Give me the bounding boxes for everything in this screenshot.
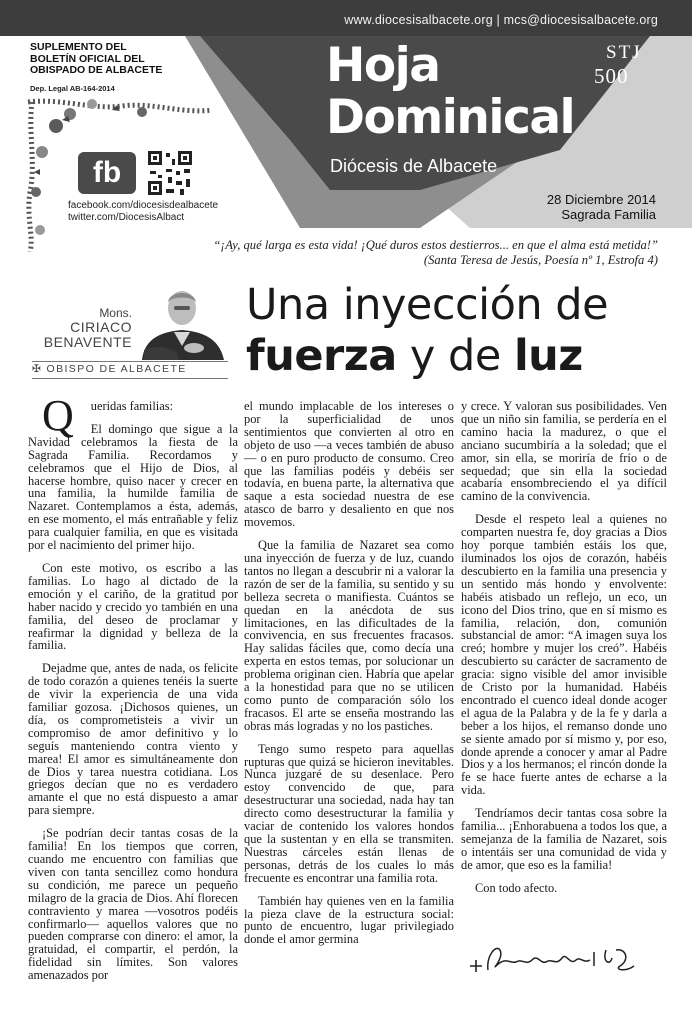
bishop-photo — [138, 284, 226, 360]
author-prefix: Mons. — [99, 306, 132, 320]
quote-source: (Santa Teresa de Jesús, Poesía nº 1, Estrofa 4) — [423, 253, 658, 267]
signature-icon — [466, 936, 642, 980]
facebook-twitter-icon[interactable]: fb — [78, 152, 136, 194]
contact-links[interactable]: www.diocesisalbacete.org | mcs@diocesisalbacete.org — [344, 13, 658, 27]
author-divider-bottom — [32, 378, 228, 379]
author-role: ✠ OBISPO DE ALBACETE — [32, 363, 187, 375]
headline-line1: Una inyección de — [246, 280, 609, 330]
social-links — [68, 200, 218, 223]
article-paragraph: Desde el respeto leal a quienes no comparten nuestra fe, doy gracias a Dios hoy porque también estáis los que, iluminados los ojos de corazón, habéis descubierto en la familia una presencia y un sentido más hondo y envolvente: habéis atisbado un reflejo, un eco, un icono del Dios trino, que en sí mismo es familia, relación, don, comunión substancial de amor: “A imagen suya los creó; hombre y mujer los creó”. Habéis descubierto su carácter de sacramento de gracia: signo visible del amor invisible de Cristo por la humanidad. Habéis encontrado el cuenco ideal donde acoger el agua de la Palabra y de la fe y darla a beber a los hijos, el remanso donde uno se siente amado por sí mismo y, por eso, donde aprende a conocer y amar al Padre Dios y a los hermanos; el rincón donde la fe se hace fuerte antes de echarse a la vida. — [461, 512, 667, 798]
salutation-text: ueridas familias: — [90, 399, 174, 413]
article-paragraph: Con este motivo, os escribo a las familias. Lo hago al dictado de la emoción y el cariño, de la gratitud por haber nacido y crecido yo también en una familia, del deseo de proclamar y reafirmar la dignidad y belleza de la familia. — [28, 560, 238, 653]
article-salutation — [28, 391, 238, 440]
article-paragraph: el mundo implacable de los intereses o por la superficialidad de unos sentimientos que convierten al otro en objeto de uso —a veces también de abuso— o en puro producto de consumo. Creo que las familias podéis y debéis ser todavía, en buena parte, la alternativa que saque a esta sociedad nuestra de ese atasco de barro y desaliento en que nos movemos. — [244, 399, 454, 530]
masthead-title: Hoja — [326, 38, 440, 93]
qr-code-icon[interactable] — [146, 149, 194, 197]
article-paragraph: ¡Se podrían decir tantas cosas de la familia! En los tiempos que corren, cuando me encuentro con familias que viven con tanta sencillez como hondura su condición, me parece un pequeño milagro de la gracia de Dios. Ahí florecen contraviento y marea —vosotros podéis confirmarlo— aquellos valores que no pueden comprarse con dinero: el amor, la gratuidad, el compartir, el perdón, la fidelidad sin límites. Son valores amenazados por — [28, 826, 238, 983]
author-last-name: BENAVENTE — [43, 334, 132, 350]
issue-date — [547, 192, 656, 222]
epigraph-quote — [213, 238, 658, 268]
article-column-2 — [244, 400, 454, 956]
headline-line2 — [246, 330, 608, 382]
facebook-link[interactable]: facebook.com/diocesisdealbacete — [68, 200, 219, 211]
stj-500-logo — [592, 42, 662, 94]
author-divider-top — [32, 361, 228, 362]
headline-word-luz: luz — [513, 331, 583, 381]
stj-logo-letters: STJ — [606, 42, 642, 63]
stj-logo-number: 500 — [594, 64, 629, 88]
christmas-garland-icon — [22, 92, 262, 252]
supplement-line: OBISPADO DE ALBACETE — [30, 64, 163, 76]
article-paragraph: El domingo que sigue a la Navidad celebramos la fiesta de la Sagrada Familia. Recordamos y celebramos que el Hijo de Dios, al hacerse hombre, quiso nacer y crecer en una familia, la humilde familia de Nazaret. Contemplamos a ésta, además, en ese momento, el más entrañable y feliz para cualquier familia, en que es visitada por el nacimiento del primer hijo. — [28, 421, 238, 553]
author-first-name: CIRIACO — [70, 319, 132, 335]
supplement-line: BOLETÍN OFICIAL DEL — [30, 52, 145, 65]
masthead-title-line2: Dominical — [326, 90, 575, 145]
headline-word-y-de: y de — [396, 331, 514, 381]
quote-text: “¡Ay, qué larga es esta vida! ¡Qué duros estos destierros... en que el alma está metida!” — [213, 238, 658, 252]
supplement-line: SUPLEMENTO DEL — [30, 41, 127, 53]
article-paragraph: y crece. Y valoran sus posibilidades. Ven que un niño sin familia, se perdería en el camino hacia la madurez, o que el anciano sucumbiría a la soledad; que el amor, sin ella, se moriría de frío o de sequedad; que sin ella la sociedad acabaría ensombreciendo el ya difícil camino de la convivencia. — [461, 399, 667, 504]
article-column-3 — [461, 400, 667, 905]
issue-date-text: 28 Diciembre 2014 — [546, 192, 656, 207]
article-paragraph: También hay quienes ven en la familia la pieza clave de la estructura social: punto de encuentro, lugar privilegiado donde el amor germina — [244, 893, 454, 947]
article-paragraph: Que la familia de Nazaret sea como una inyección de fuerza y de luz, cuando tantos no llegan a descubrir ni a valorar la razón de ser de la familia, su sentido y su belleza secreta o manifiesta. Cuántos se quedan en la anécdota de sus limitaciones, en las dificultades de la convivencia, en sus frecuentes fracasos. Hay salidas fáciles que, como decía una experta en estos temas, por solucionar un problema originan cien. Habría que apelar a la honestidad para que no se utilicen como punto de comparación sólo los fracasos. El arte se enseña mostrando las obras más logradas y no los pastiches. — [244, 538, 454, 733]
article-paragraph: Tengo sumo respeto para aquellas rupturas que quizá se hicieron inevitables. Nunca juzgaré de su desenlace. Pero estoy convencido de que, para desestructurar una sociedad, nada hay tan directo como desestructurar la familia y vaciar de contenido los valores hondos que la sustentan y en ella se transmiten. Nuestras cárceles están llenas de personas, detrás de los cuales lo más frecuente es encontrar una familia rota. — [244, 741, 454, 885]
twitter-link[interactable]: twitter.com/DiocesisAlbact — [68, 211, 185, 223]
legal-deposit: Dep. Legal AB-164-2014 — [30, 84, 115, 93]
article-headline — [246, 280, 608, 382]
masthead-diocese: Diócesis de Albacete — [330, 156, 498, 176]
article-column-1 — [28, 391, 238, 992]
drop-cap: Q — [42, 391, 74, 440]
supplement-label — [30, 42, 162, 77]
headline-word-fuerza: fuerza — [246, 331, 397, 381]
article-paragraph: Tendríamos decir tantas cosa sobre la familia... ¡Enhorabuena a todos los que, a semejanza de la familia de Nazaret, sois o intentáis ser una comunidad de vida y de amor, que eso es la familia! — [461, 806, 667, 872]
article-paragraph: Dejadme que, antes de nada, os felicite de todo corazón a quienes tenéis la suerte de vivir la experiencia de una vida familiar gozosa. ¡Dichosos quienes, un día, os comprometisteis a vivir un compromiso de amor definitivo y lo seguís manteniendo contra viento y marea! El amor es simultáneamente don de Dios y tarea nuestra cotidiana. Los griegos decían que no es verdadero amante el que no está dispuesto a amar para siempre. — [28, 661, 238, 818]
article-closing: Con todo afecto. — [475, 880, 558, 895]
liturgical-feast: Sagrada Familia — [561, 207, 656, 222]
author-block — [32, 306, 132, 350]
